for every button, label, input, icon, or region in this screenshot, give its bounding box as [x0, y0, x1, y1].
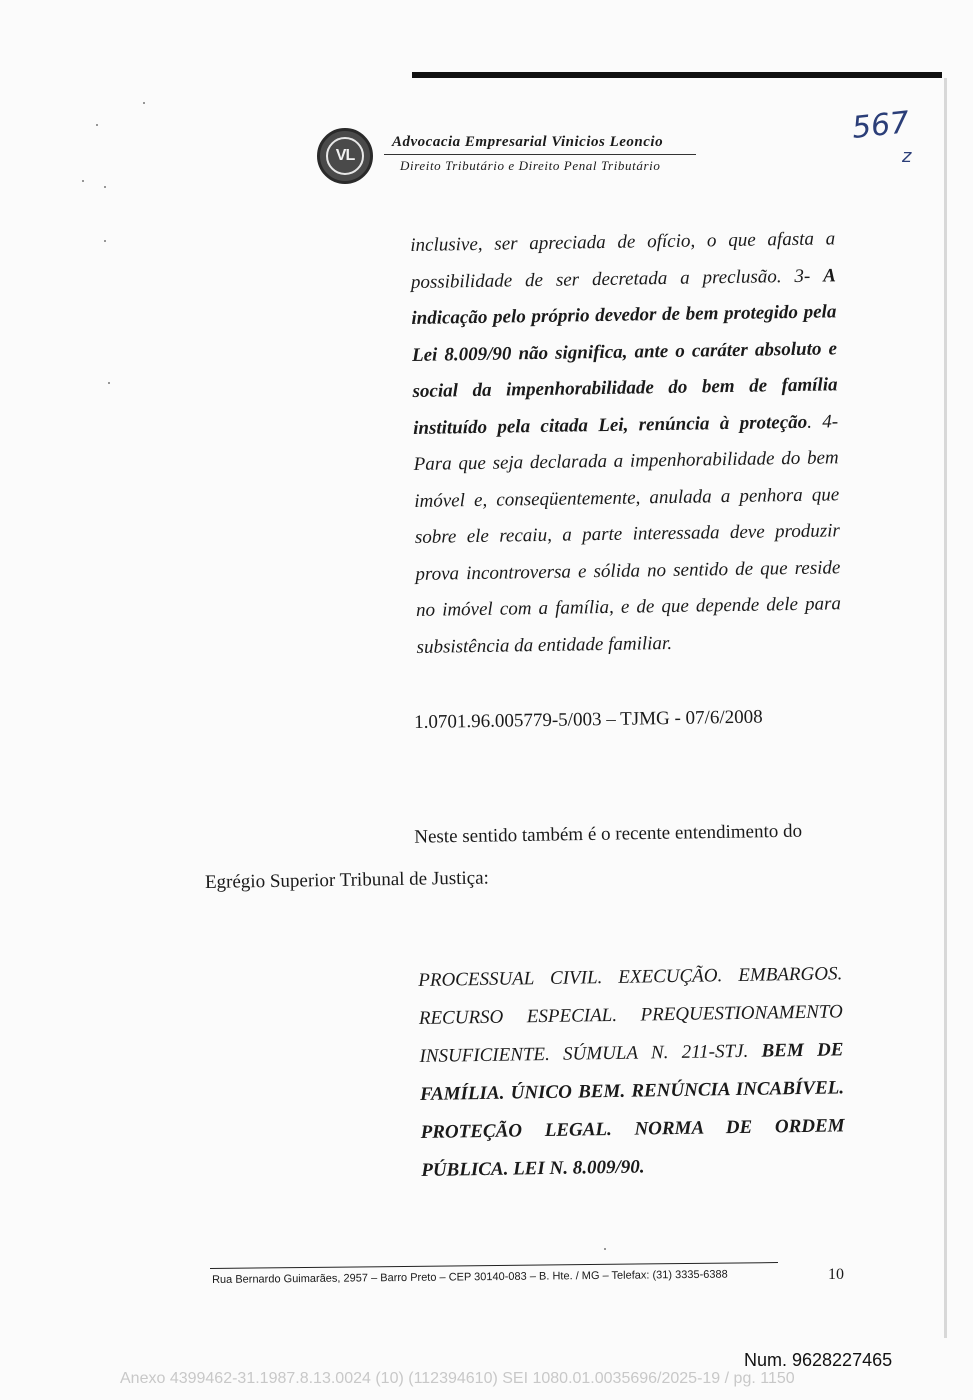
citation-reference: 1.0701.96.005779-5/003 – TJMG - 07/6/2008	[414, 706, 763, 733]
scan-speck	[143, 102, 145, 104]
page-number: 10	[828, 1266, 844, 1283]
header-rule	[412, 72, 942, 78]
scan-speck	[108, 382, 110, 384]
page-edge-shadow	[944, 78, 947, 1338]
quote-text: . 4- Para que seja declarada a impenhorabilidade do bem imóvel e, conseqüentemente, anulada a penhora que sobre ele recaiu, a parte interessada deve produzir prova incontroversa e sólida no sentido de que reside no imóvel com a família, e de que depende dele para subsistência da entidade familiar.	[413, 410, 842, 658]
quote-bold-text: BEM DE FAMÍLIA. ÚNICO BEM. RENÚNCIA INCABÍVEL. PROTEÇÃO LEGAL. NORMA DE ORDEM PÚBLICA. LEI N. 8.009/90.	[419, 1039, 845, 1181]
body-paragraph	[204, 810, 841, 904]
document-number: Num. 9628227465	[744, 1350, 893, 1370]
scan-speck	[96, 124, 98, 126]
firm-name-underline	[384, 154, 696, 155]
firm-logo	[317, 128, 373, 184]
firm-name: Advocacia Empresarial Vinicios Leoncio	[392, 134, 664, 150]
firm-subtitle: Direito Tributário e Direito Penal Tributário	[400, 158, 661, 173]
scan-speck	[104, 186, 106, 188]
paragraph-text: Neste sentido também é o recente entendimento do Egrégio Superior Tribunal de Justiça:	[204, 820, 803, 893]
scan-speck	[82, 180, 84, 182]
annex-stamp: Anexo 4399462-31.1987.8.13.0024 (10) (112394610) SEI 1080.01.0035696/2025-19 / pg. 1150	[120, 1370, 795, 1387]
logo-monogram: VL	[326, 137, 364, 175]
footer-rule	[210, 1262, 778, 1269]
handwritten-folio-number: 567	[850, 105, 911, 146]
quote-text: PROCESSUAL CIVIL. EXECUÇÃO. EMBARGOS. RECURSO ESPECIAL. PREQUESTIONAMENTO INSUFICIENTE. SÚMULA N. 211-STJ.	[418, 963, 844, 1067]
jurisprudence-quote-tjmg	[410, 221, 842, 666]
scan-speck	[604, 1248, 606, 1250]
paragraph-indent	[204, 843, 414, 846]
footer-address: Rua Bernardo Guimarães, 2957 – Barro Preto – CEP 30140-083 – B. Hte. / MG – Telefax: (31) 3335-6388	[212, 1268, 728, 1286]
jurisprudence-quote-stj	[418, 955, 846, 1190]
quote-text: inclusive, ser apreciada de ofício, o que afasta a possibilidade de ser decretada a preclusão. 3-	[410, 228, 836, 293]
handwritten-initial: z	[902, 146, 912, 167]
quote-bold-text: A indicação pelo próprio devedor de bem protegido pela Lei 8.009/90 não significa, ante o caráter absoluto e social da impenhorabilidade do bem de família instituído pela citada Lei, renúncia à proteção	[411, 264, 838, 439]
scan-speck	[104, 240, 106, 242]
